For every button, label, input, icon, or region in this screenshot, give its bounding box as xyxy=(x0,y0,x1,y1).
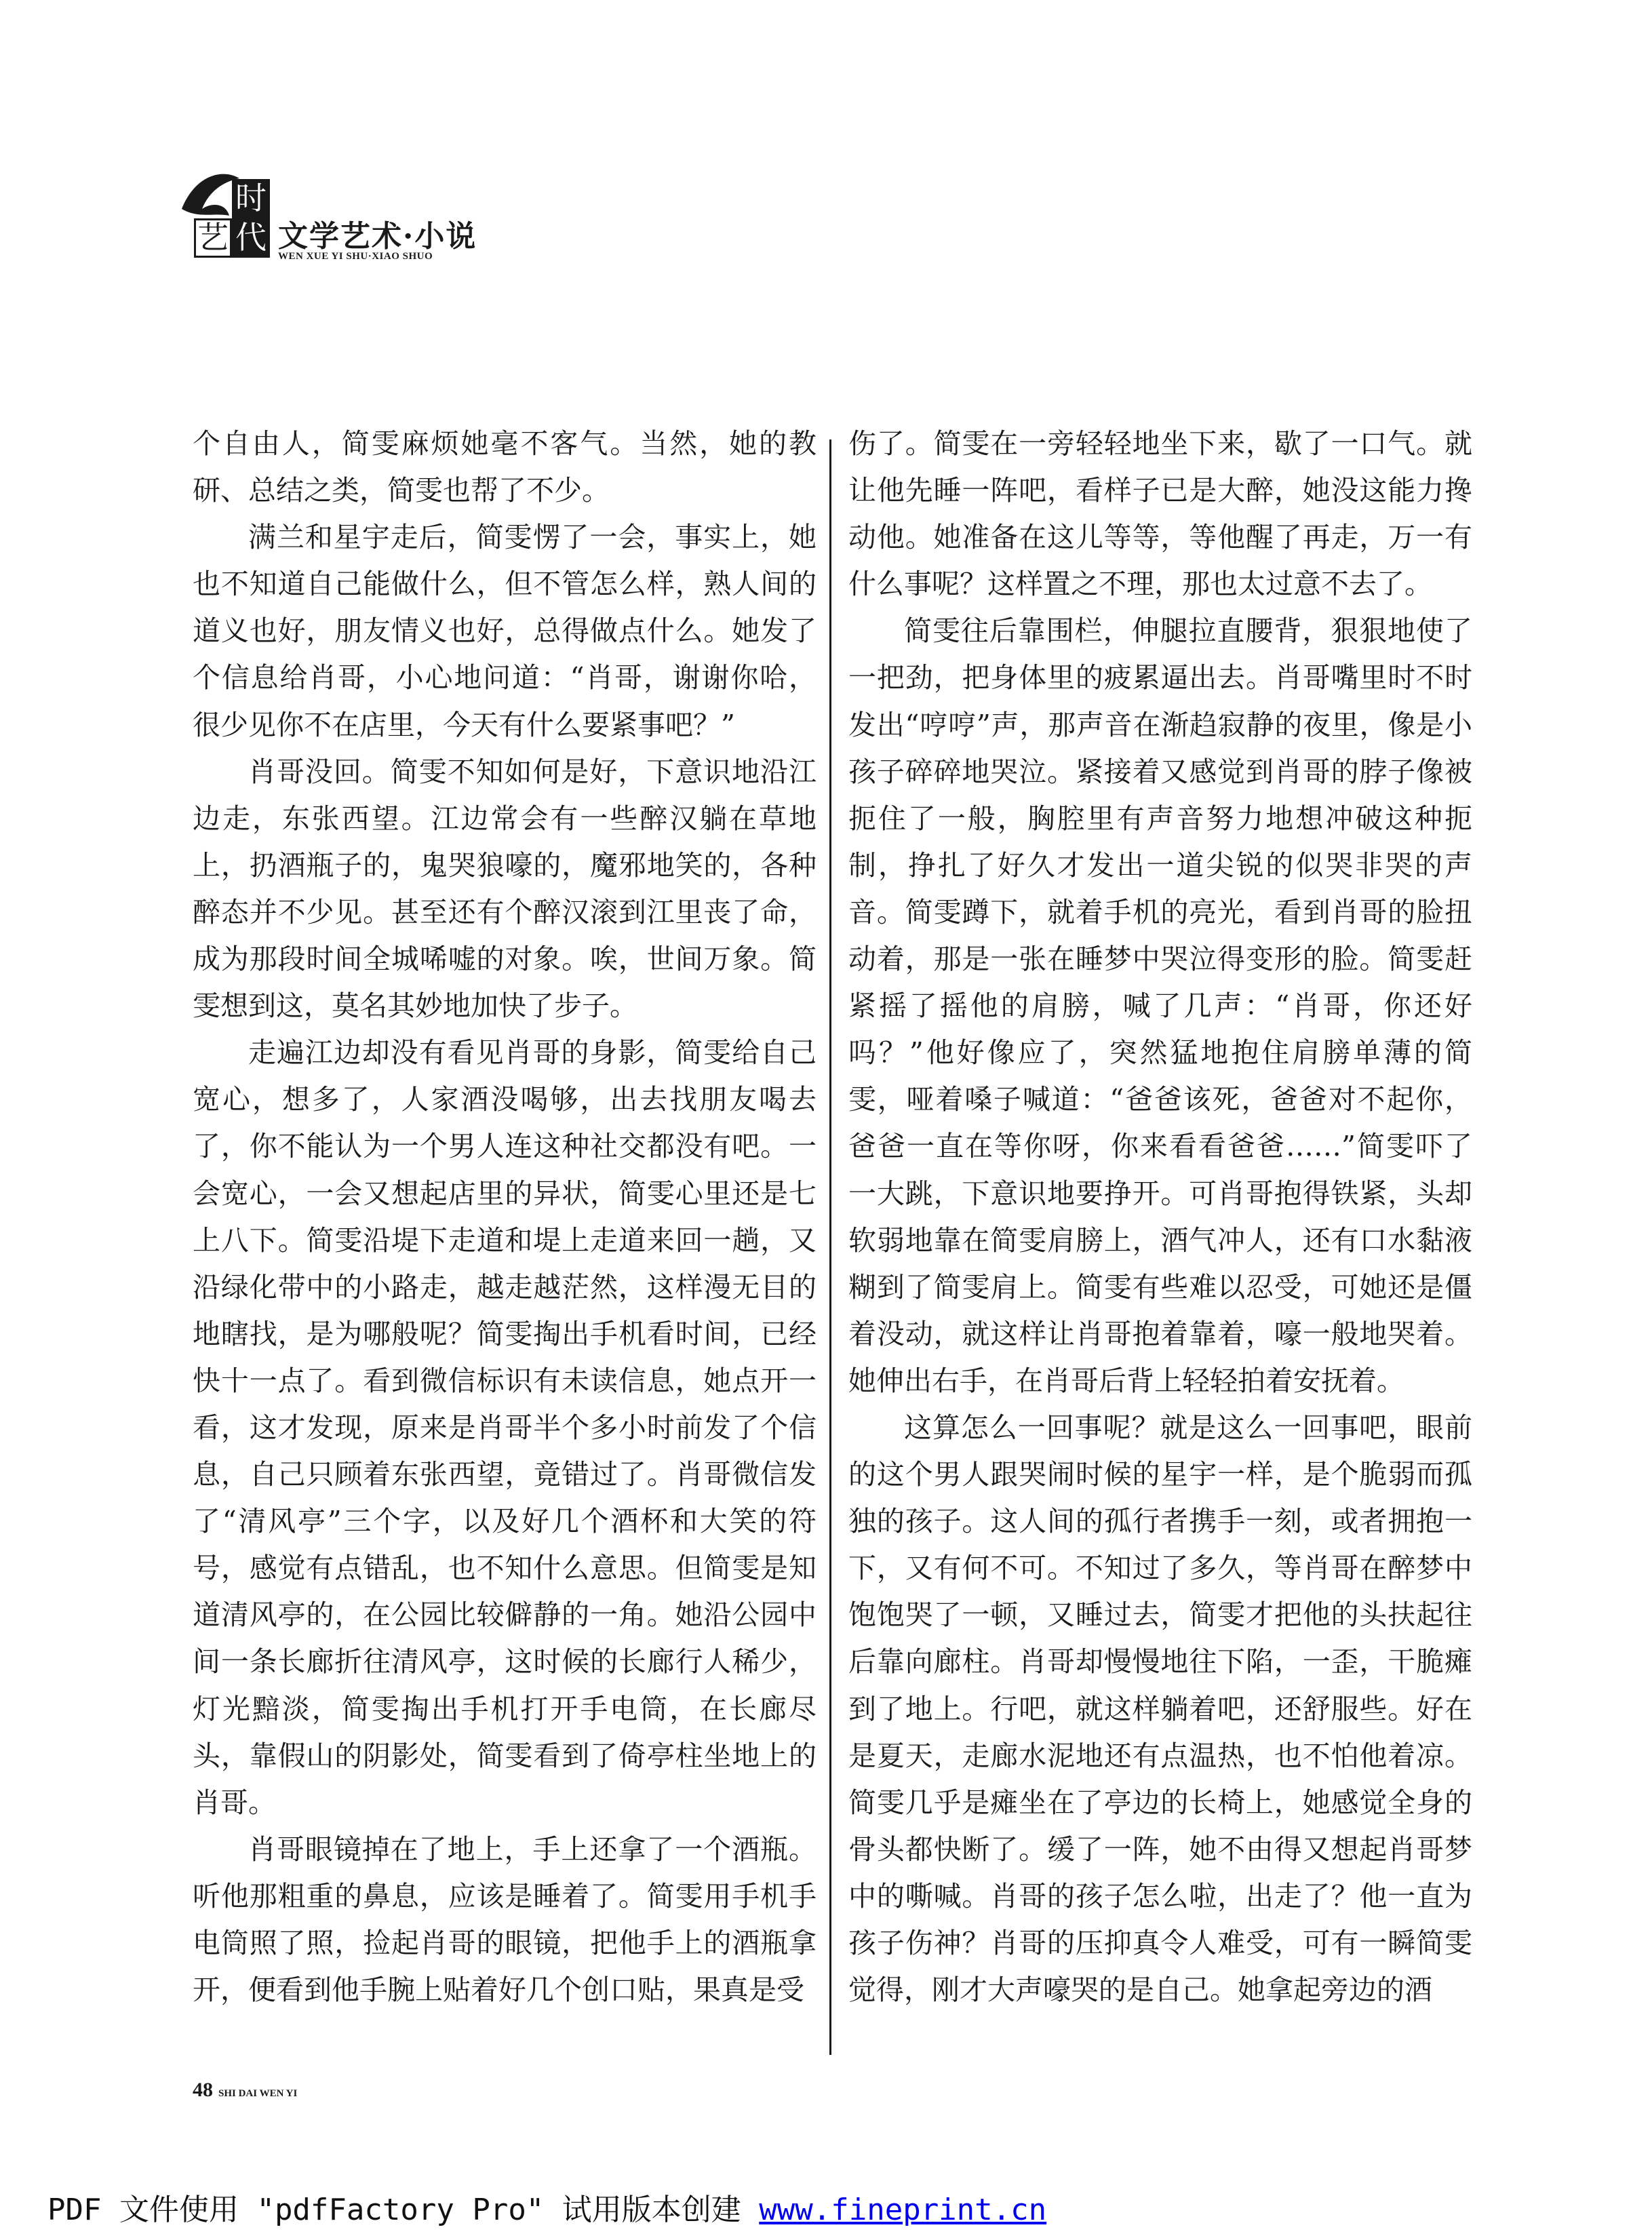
right-column xyxy=(848,420,1472,2048)
page-footer xyxy=(193,2079,297,2102)
paragraph: 肖哥没回。简雯不知如何是好，下意识地沿江边走，东张西望。江边常会有一些醉汉躺在草地上，扔酒瓶子的，鬼哭狼嚎的，魔邪地笑的，各种醉态并不少见。甚至还有个醉汉滚到江里丧了命，成为那段时间全城唏嘘的对象。唉，世间万象。简雯想到这，莫名其妙地加快了步子。 xyxy=(193,755,817,1023)
section-subtitle: WEN XUE YI SHU·XIAO SHUO xyxy=(278,251,433,262)
logo-char-yi: 艺 xyxy=(194,218,232,258)
paragraph: 简雯往后靠围栏，伸腿拉直腰背，狠狠地使了一把劲，把身体里的疲累逼出去。肖哥嘴里时不时发出“哼哼”声，那声音在渐趋寂静的夜里，像是小孩子碎碎地哭泣。紧接着又感觉到肖哥的脖子像被扼住了一般，胸腔里有声音努力地想冲破这种扼制，挣扎了好久才发出一道尖锐的似哭非哭的声音。简雯蹲下，就着手机的亮光，看到肖哥的脸扭动着，那是一张在睡梦中哭泣得变形的脸。简雯赶紧摇了摇他的肩膀，喊了几声：“肖哥，你还好吗？”他好像应了，突然猛地抱住肩膀单薄的简雯，哑着嗓子喊道：“爸爸该死，爸爸对不起你，爸爸一直在等你呀，你来看看爸爸……”简雯吓了一大跳，下意识地要挣开。可肖哥抱得铁紧，头却软弱地靠在简雯肩膀上，酒气冲人，还有口水黏液糊到了简雯肩上。简雯有些难以忍受，可她还是僵着没动，就这样让肖哥抱着靠着，嚎一般地哭着。她伸出右手，在肖哥后背上轻轻拍着安抚着。 xyxy=(848,614,1472,1397)
logo-char-dai: 代 xyxy=(232,218,270,258)
watermark-text: PDF 文件使用 "pdfFactory Pro" 试用版本创建 xyxy=(47,2193,760,2227)
paragraph: 个自由人，简雯麻烦她毫不客气。当然，她的教研、总结之类，简雯也帮了不少。 xyxy=(193,427,817,507)
left-column xyxy=(193,420,817,2048)
logo-char-shi: 时 xyxy=(232,179,270,218)
paragraph: 满兰和星宇走后，简雯愣了一会，事实上，她也不知道自己能做什么，但不管怎么样，熟人间的道义也好，朋友情义也好，总得做点什么。她发了个信息给肖哥，小心地问道：“肖哥，谢谢你哈，很少见你不在店里，今天有什么要紧事吧？” xyxy=(193,521,817,741)
paragraph: 走遍江边却没有看见肖哥的身影，简雯给自己宽心，想多了，人家酒没喝够，出去找朋友喝去了，你不能认为一个男人连这种社交都没有吧。一会宽心，一会又想起店里的异状，简雯心里还是七上八下。简雯沿堤下走道和堤上走道来回一趟，又沿绿化带中的小路走，越走越茫然，这样漫无目的地瞎找，是为哪般呢？简雯掏出手机看时间，已经快十一点了。看到微信标识有未读信息，她点开一看，这才发现，原来是肖哥半个多小时前发了个信息，自己只顾着东张西望，竟错过了。肖哥微信发了“清风亭”三个字，以及好几个酒杯和大笑的符号，感觉有点错乱，也不知什么意思。但简雯是知道清风亭的，在公园比较僻静的一角。她沿公园中间一条长廊折往清风亭，这时候的长廊行人稀少，灯光黯淡，简雯掏出手机打开手电筒，在长廊尽头，靠假山的阴影处，简雯看到了倚亭柱坐地上的肖哥。 xyxy=(193,1036,817,1819)
section-header xyxy=(175,161,555,270)
pdf-watermark xyxy=(47,2185,1046,2229)
section-title: 文学艺术·小说 xyxy=(278,219,477,254)
magazine-name: SHI DAI WEN YI xyxy=(218,2088,298,2099)
paragraph: 肖哥眼镜掉在了地上，手上还拿了一个酒瓶。听他那粗重的鼻息，应该是睡着了。简雯用手机手电筒照了照，捡起肖哥的眼镜，把他手上的酒瓶拿开，便看到他手腕上贴着好几个创口贴，果真是受 xyxy=(193,1832,817,2007)
watermark-link[interactable]: www.fineprint.cn xyxy=(759,2193,1047,2227)
page-number: 48 xyxy=(193,2079,213,2101)
paragraph: 这算怎么一回事呢？就是这么一回事吧，眼前的这个男人跟哭闹时候的星宇一样，是个脆弱而孤独的孩子。这人间的孤行者携手一刻，或者拥抱一下，又有何不可。不知过了多久，等肖哥在醉梦中饱饱哭了一顿，又睡过去，简雯才把他的头扶起往后靠向廊柱。肖哥却慢慢地往下陷，一歪，干脆瘫到了地上。行吧，就这样躺着吧，还舒服些。好在是夏天，走廊水泥地还有点温热，也不怕他着凉。简雯几乎是瘫坐在了亭边的长椅上，她感觉全身的骨头都快断了。缓了一阵，她不由得又想起肖哥梦中的嘶喊。肖哥的孩子怎么啦，出走了？他一直为孩子伤神？肖哥的压抑真令人难受，可有一瞬简雯觉得，刚才大声嚎哭的是自己。她拿起旁边的酒 xyxy=(848,1411,1472,2007)
paragraph: 伤了。简雯在一旁轻轻地坐下来，歇了一口气。就让他先睡一阵吧，看样子已是大醉，她没这能力搀动他。她准备在这儿等等，等他醒了再走，万一有什么事呢？这样置之不理，那也太过意不去了。 xyxy=(848,427,1472,601)
column-divider xyxy=(829,439,831,2055)
